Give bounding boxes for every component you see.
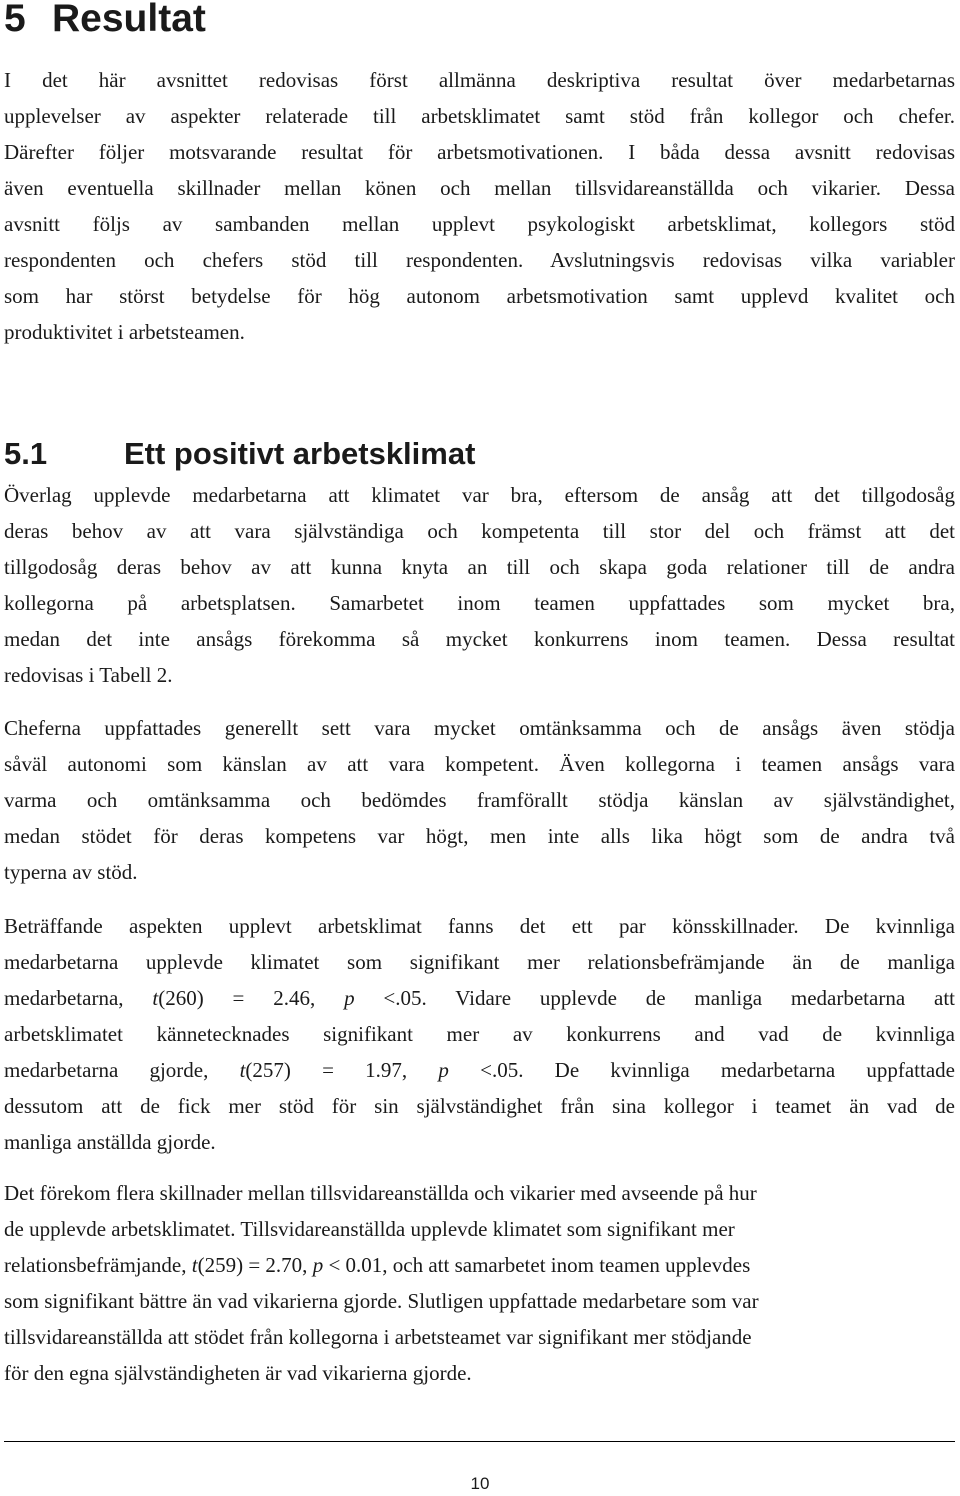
text-line: kollegorna på arbetsplatsen. Samarbetet inom teamen uppfattades som mycket bra, — [4, 591, 955, 615]
text-line: medan det inte ansågs förekomma så mycket konkurrens inom teamen. Dessa resultat — [4, 627, 955, 651]
text-line: för den egna självständigheten är vad vikarierna gjorde. — [4, 1361, 472, 1385]
text-run: medarbetarna, — [4, 986, 153, 1010]
text-line: tillgodosåg deras behov av att kunna knyta an till och skapa goda relationer till de andra — [4, 555, 955, 579]
subsection-title: Ett positivt arbetsklimat — [124, 436, 476, 471]
text-line: Beträffande aspekten upplevt arbetsklimat fanns det ett par könsskillnader. De kvinnliga — [4, 914, 955, 938]
stat-symbol: t — [239, 1058, 246, 1082]
text-line: Det förekom flera skillnader mellan tillsvidareanställda och vikarier med avseende på hur — [4, 1181, 757, 1205]
text-line: deras behov av att vara självständiga och kompetenta till stor del och främst att det — [4, 519, 955, 543]
text-line: respondenten och chefers stöd till respondenten. Avslutningsvis redovisas vilka variabler — [4, 248, 955, 272]
text-line: arbetsklimatet kännetecknades signifikant mer av konkurrens and vad de kvinnliga — [4, 1022, 955, 1046]
text-line: medarbetarna upplevde klimatet som signifikant mer relationsbefrämjande än de manliga — [4, 950, 955, 974]
text-line: Cheferna uppfattades generellt sett vara mycket omtänksamma och de ansågs även stödja — [4, 716, 955, 740]
intro-paragraph — [4, 62, 955, 350]
text-line: Därefter följer motsvarande resultat för arbetsmotivationen. I båda dessa avsnitt redovisas — [4, 140, 955, 164]
footer-divider — [4, 1441, 955, 1442]
stat-symbol: p — [344, 986, 355, 1010]
text-line — [4, 1052, 955, 1088]
text-line: produktivitet i arbetsteamen. — [4, 320, 245, 344]
text-run: <.05. Vidare upplevde de manliga medarbetarna att — [354, 986, 955, 1010]
section-heading — [4, 0, 206, 42]
text-line: som har störst betydelse för hög autonom arbetsmotivation samt upplevd kvalitet och — [4, 284, 955, 308]
text-line: manliga anställda gjorde. — [4, 1130, 216, 1154]
page-number: 10 — [470, 1474, 490, 1493]
text-line: Överlag upplevde medarbetarna att klimatet var bra, eftersom de ansåg att det tillgodosåg — [4, 483, 955, 507]
paragraph-employment-differences — [4, 1175, 955, 1391]
text-run: (260) = 2.46, — [158, 986, 345, 1010]
text-run: <.05. De kvinnliga medarbetarna uppfattade — [448, 1058, 955, 1082]
text-line: såväl autonomi som känslan av att vara kompetent. Även kollegorna i teamen ansågs vara — [4, 752, 955, 776]
subsection-heading — [4, 434, 475, 474]
text-line: tillsvidareanställda att stödet från kollegorna i arbetsteamet var signifikant mer stödjande — [4, 1325, 752, 1349]
text-line: även eventuella skillnader mellan könen och mellan tillsvidareanställda och vikarier. Dessa — [4, 176, 955, 200]
text-line: dessutom att de fick mer stöd för sin självständighet från sina kollegor i teamet än vad de — [4, 1094, 955, 1118]
text-run: (257) = 1.97, — [245, 1058, 439, 1082]
text-line: upplevelser av aspekter relaterade till arbetsklimatet samt stöd från kollegor och chefer. — [4, 104, 955, 128]
text-run: < 0.01, och att samarbetet inom teamen upplevdes — [323, 1253, 751, 1277]
text-line: avsnitt följs av sambanden mellan upplevt psykologiskt arbetsklimat, kollegors stöd — [4, 212, 955, 236]
text-line: I det här avsnittet redovisas först allmänna deskriptiva resultat över medarbetarnas — [4, 68, 955, 92]
text-run: (259) = 2.70, — [197, 1253, 313, 1277]
paragraph-climate — [4, 477, 955, 693]
text-line: de upplevde arbetsklimatet. Tillsvidareanställda upplevde klimatet som signifikant mer — [4, 1217, 735, 1241]
paragraph-support — [4, 710, 955, 890]
text-line — [4, 980, 955, 1016]
stat-symbol: p — [312, 1253, 324, 1277]
paragraph-gender-differences — [4, 908, 955, 1160]
stat-symbol: t — [152, 986, 159, 1010]
text-line — [4, 1247, 955, 1283]
section-title: Resultat — [52, 0, 206, 40]
text-line: medan stödet för deras kompetens var högt, men inte alls lika högt som de andra två — [4, 824, 955, 848]
stat-symbol: t — [191, 1253, 198, 1277]
text-line: typerna av stöd. — [4, 860, 138, 884]
text-line: varma och omtänksamma och bedömdes framförallt stödja känslan av självständighet, — [4, 788, 955, 812]
subsection-number: 5.1 — [4, 436, 48, 471]
text-line: redovisas i Tabell 2. — [4, 663, 173, 687]
text-line: som signifikant bättre än vad vikarierna gjorde. Slutligen uppfattade medarbetare som var — [4, 1289, 759, 1313]
stat-symbol: p — [438, 1058, 449, 1082]
text-run: medarbetarna gjorde, — [4, 1058, 240, 1082]
section-number: 5 — [4, 0, 26, 40]
text-run: relationsbefrämjande, — [4, 1253, 192, 1277]
